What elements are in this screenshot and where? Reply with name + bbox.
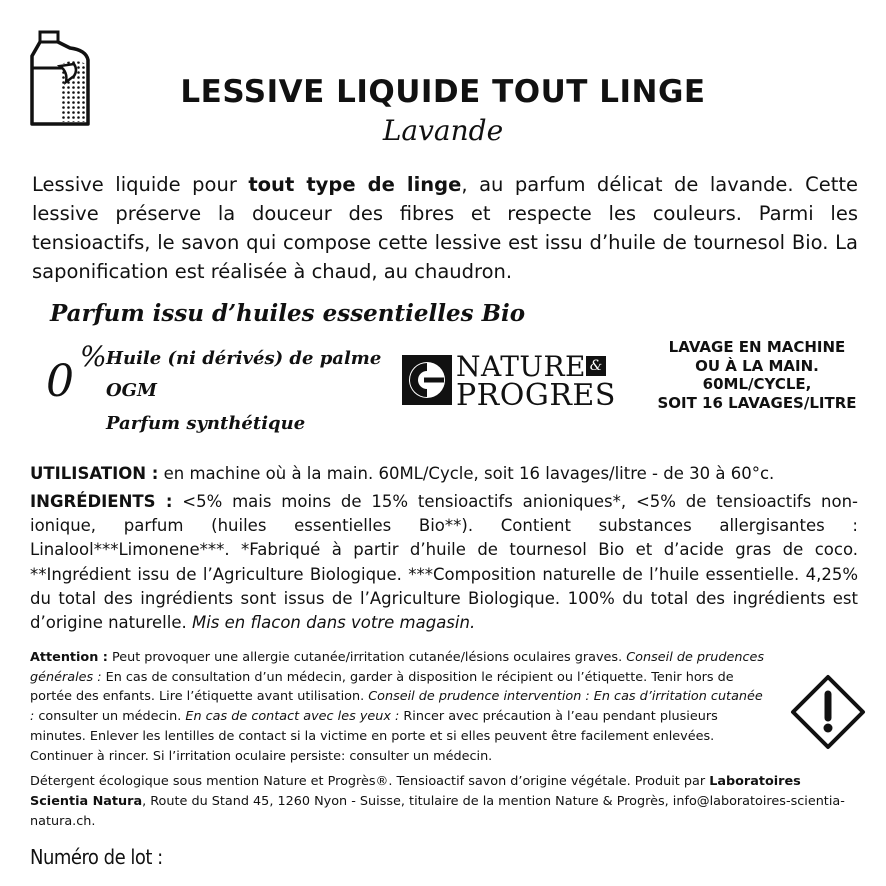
ingredients-text: <5% mais moins de 15% tensioactifs anioniques*, <5% de tensioactifs non-ionique, parfum (huiles essentielles Bio**). Contient substances allergisantes : Linalool***Limonene***. *Fabriqué à partir d’huile de tournesol Bio et d’acide gras de coco. **Ingrédient issu de l’Agriculture Biologique. ***Composition naturelle de l’huile essentielle. 4,25% du total des ingrédients sont issus de l’Agriculture Biologique. 100% du total des ingrédients est d’origine naturelle. xyxy=(30,492,858,633)
attention-text: En cas de consultation d’un médecin, garder à disposition le récipient ou l’étiquette. Tenir hors de portée des enfants. Lire l’étiquette avant utilisation. xyxy=(30,669,734,705)
percent-sign: % xyxy=(80,340,107,373)
intro-paragraph xyxy=(32,170,858,286)
ingredients-label: INGRÉDIENTS : xyxy=(30,492,173,511)
producer-section xyxy=(30,772,858,832)
attention-text: Rincer avec précaution à l’eau pendant plusieurs minutes. Enlever les lentilles de contact si la victime en porte et si elles peuvent être facilement enlevées. Continuer à rincer. Si l’irritation oculaire persiste: consulter un médecin. xyxy=(30,709,718,764)
intro-bold: tout type de linge xyxy=(248,173,462,196)
attention-italic: En cas de contact avec les yeux : xyxy=(185,709,400,725)
logo-ampersand: & xyxy=(586,356,606,376)
producer-text: Détergent écologique sous mention Nature et Progrès®. Tensioactif savon d’origine végétale. Produit par xyxy=(30,774,710,789)
attention-section xyxy=(30,648,858,766)
lavage-info xyxy=(640,338,874,412)
ingredients-italic: Mis en flacon dans votre magasin. xyxy=(191,613,476,633)
intro-text-1: Lessive liquide pour xyxy=(32,173,249,196)
lavage-line: SOIT 16 LAVAGES/LITRE xyxy=(657,393,857,412)
usage-label: UTILISATION : xyxy=(30,464,159,483)
page-subtitle: Lavande xyxy=(382,114,504,147)
logo-line-1: NATURE xyxy=(456,350,586,383)
attention-text: Peut provoquer une allergie cutanée/irritation cutanée/lésions oculaires graves. xyxy=(107,650,627,665)
producer-name: Laboratoires Scientia Natura xyxy=(30,774,801,809)
ingredients-section xyxy=(30,490,858,635)
zero-item: Huile (ni dérivés) de palme xyxy=(106,348,382,369)
attention-italic: Conseil de prudences générales : xyxy=(30,650,765,685)
usage-text: en machine où à la main. 60ML/Cycle, soit 16 lavages/litre - de 30 à 60°c. xyxy=(158,464,775,483)
exclamation-hazard-icon xyxy=(790,674,866,750)
usage-section xyxy=(30,462,858,486)
intro-text-2: , au parfum délicat de lavande. Cette lessive préserve la douceur des fibres et respecte les couleurs. Parmi les tensioactifs, le savon qui compose cette lessive est issu d’huile de tournesol Bio. La saponification est réalisée à chaud, au chaudron. xyxy=(32,173,859,283)
zero-item: OGM xyxy=(106,380,157,401)
attention-label: Attention : xyxy=(30,650,108,665)
lavage-line: 60ML/CYCLE, xyxy=(702,375,812,393)
producer-text: , Route du Stand 45, 1260 Nyon - Suisse, titulaire de la mention Nature & Progrès, info@laboratoires-scientia-natura.ch. xyxy=(30,794,845,829)
page-title: LESSIVE LIQUIDE TOUT LINGE xyxy=(180,74,706,110)
attention-text: consulter un médecin. xyxy=(34,709,186,725)
logo-line-2: PROGRES xyxy=(456,378,616,413)
zero-digit: 0 xyxy=(46,356,74,407)
lavage-line: OU À LA MAIN. xyxy=(695,356,819,375)
zero-item: Parfum synthétique xyxy=(106,413,306,434)
nature-progres-logo-icon xyxy=(402,355,452,405)
parfum-heading: Parfum issu d’huiles essentielles Bio xyxy=(50,300,526,327)
lot-number-label: Numéro de lot : xyxy=(30,845,163,869)
attention-italic: Conseil de prudence intervention : En cas d’irritation cutanée : xyxy=(30,689,763,725)
lavage-line: LAVAGE EN MACHINE xyxy=(668,338,846,356)
